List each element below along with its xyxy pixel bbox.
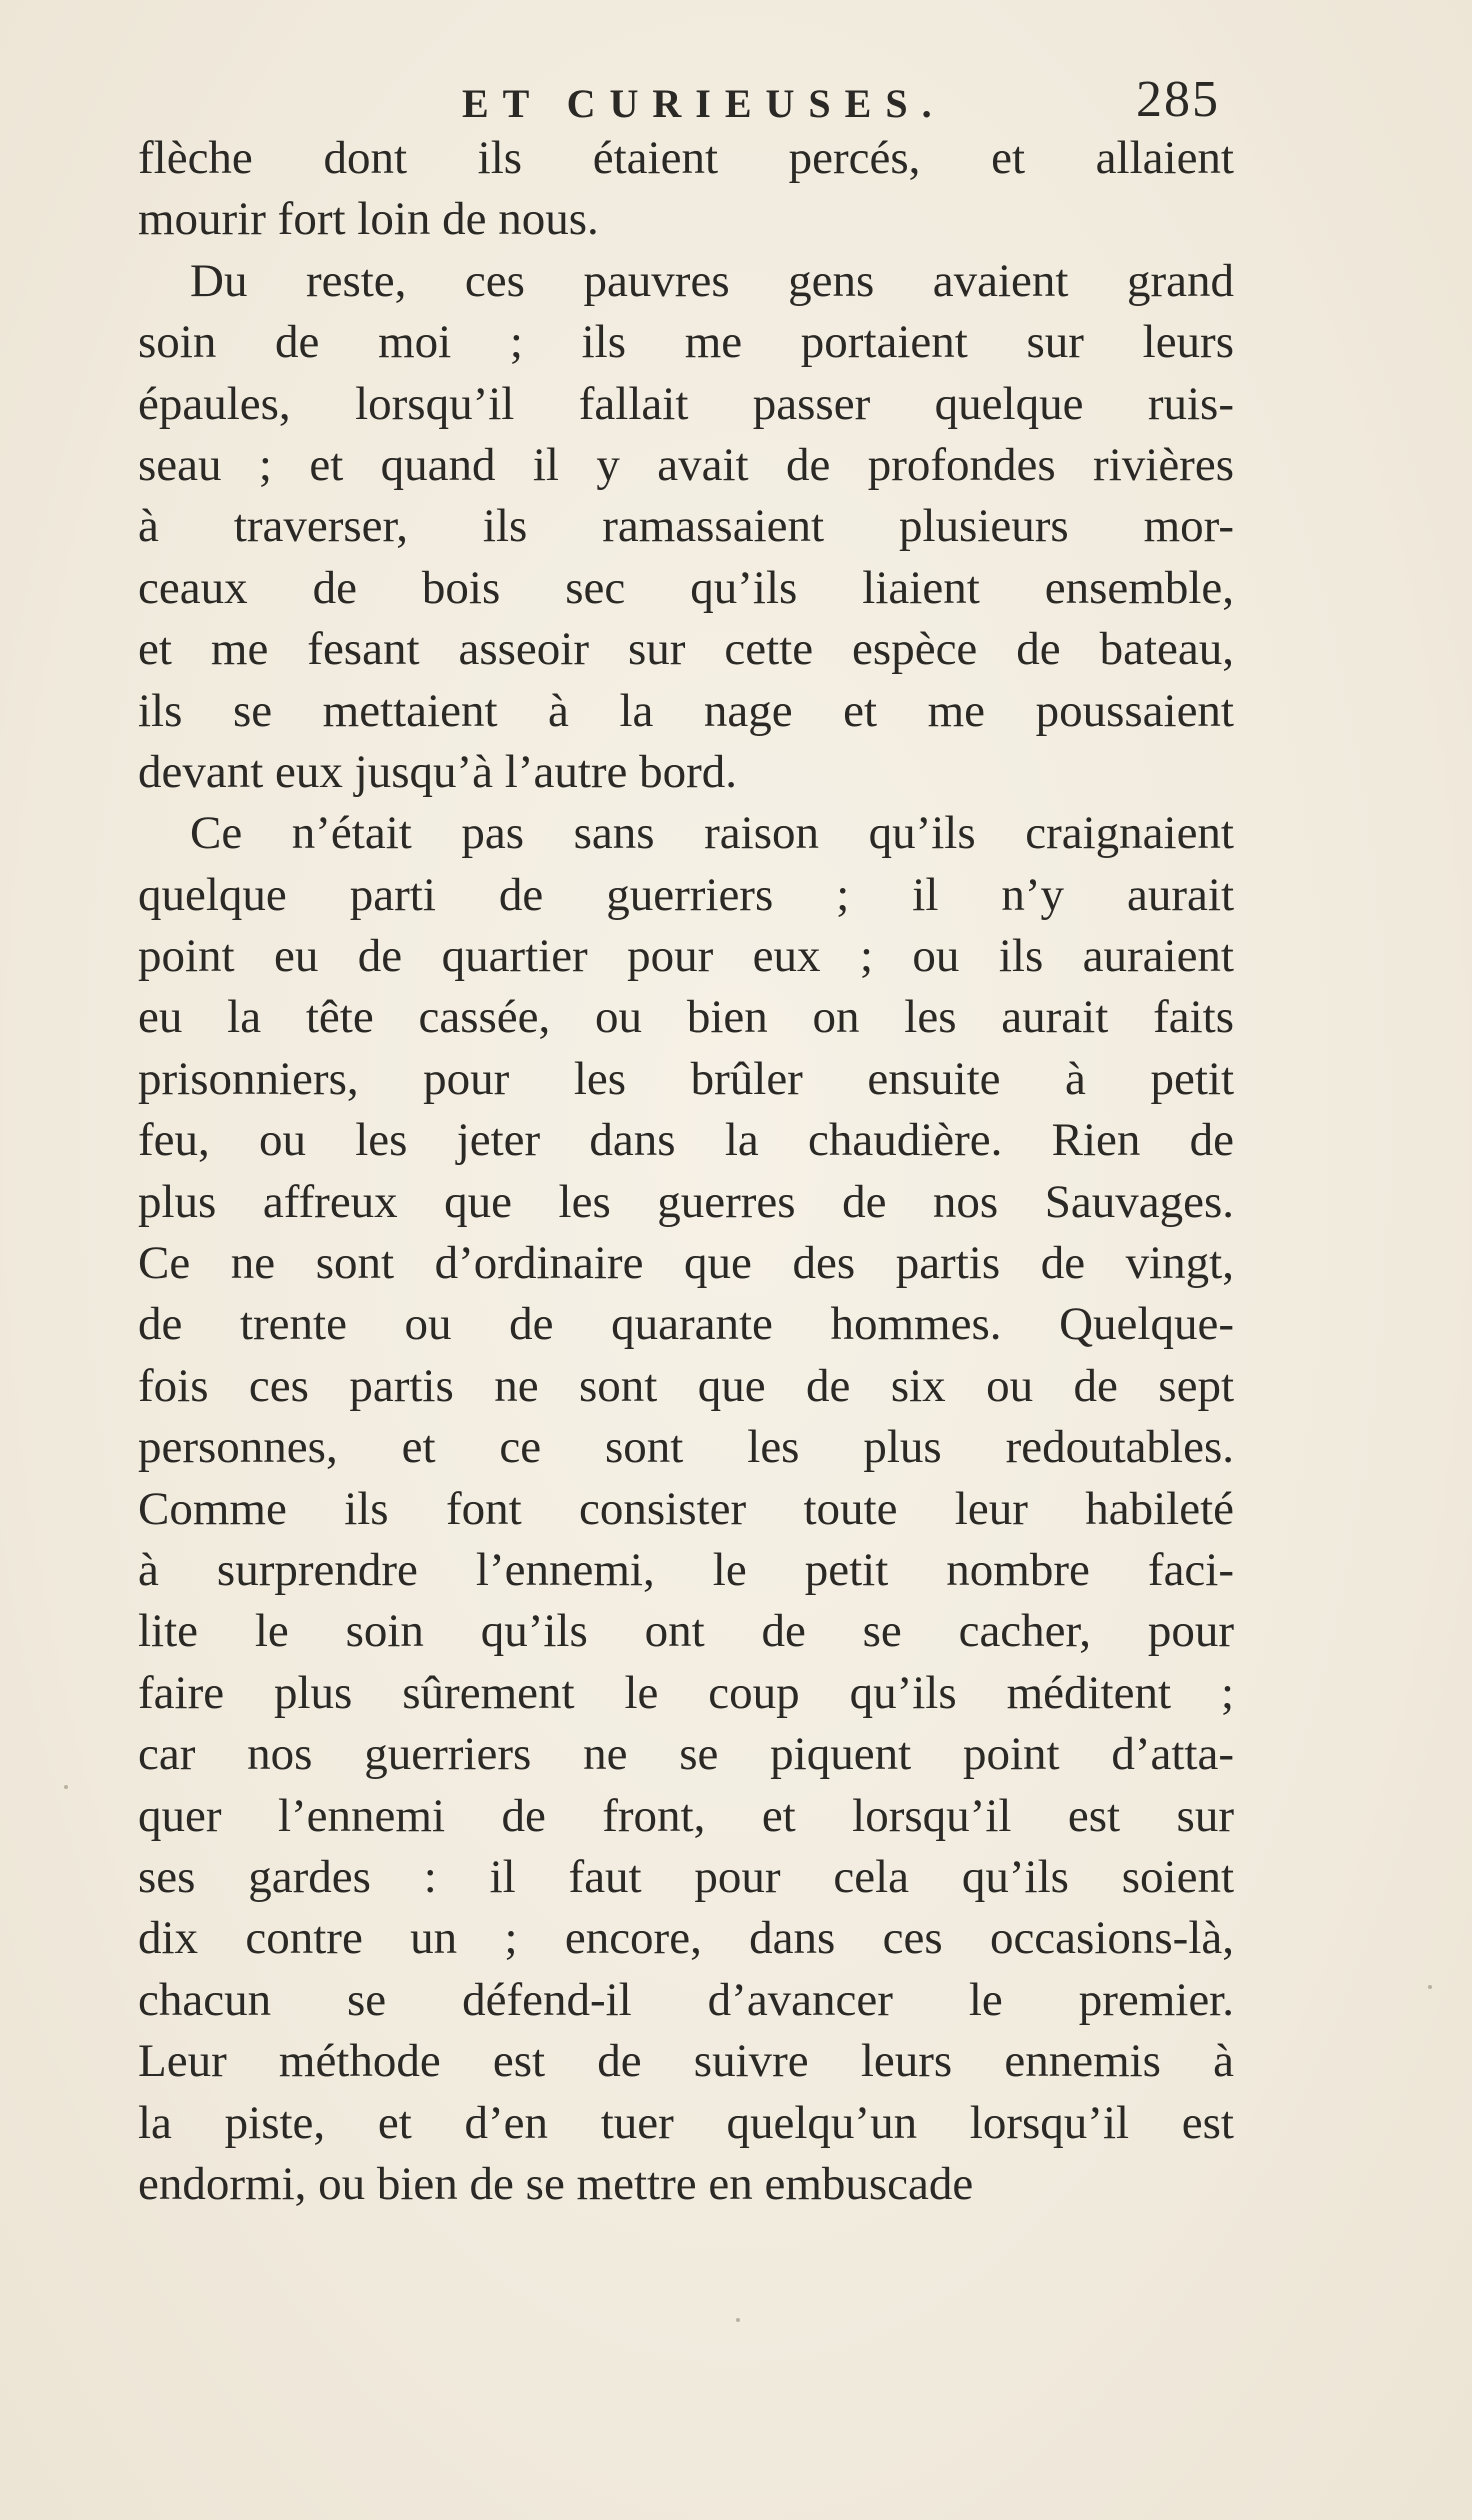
text-line: devant eux jusqu’à l’autre bord.: [138, 745, 738, 798]
text-line: dix contre un ; encore, dans ces occasions-là,: [138, 1912, 1234, 1965]
text-line: faire plus sûrement le coup qu’ils méditent ;: [138, 1666, 1234, 1719]
text-line: flèche dont ils étaient percés, et allaient: [138, 132, 1234, 184]
page-number: 285: [1136, 71, 1220, 128]
text-line: chacun se défend-il d’avancer le premier.: [138, 1973, 1234, 2026]
text-line: Ce ne sont d’ordinaire que des partis de vingt,: [138, 1237, 1234, 1290]
text-line: point eu de quartier pour eux ; ou ils auraient: [138, 930, 1234, 983]
paper-speck: [64, 1785, 68, 1789]
text-line: à surprendre l’ennemi, le petit nombre faci-: [138, 1543, 1234, 1596]
text-line: et me fesant asseoir sur cette espèce de bateau,: [138, 623, 1234, 676]
text-line: plus affreux que les guerres de nos Sauvages.: [138, 1175, 1234, 1228]
text-line: seau ; et quand il y avait de profondes rivières: [138, 438, 1234, 491]
text-line: eu la tête cassée, ou bien on les aurait faits: [138, 991, 1234, 1044]
text-line: feu, ou les jeter dans la chaudière. Rien de: [138, 1114, 1234, 1167]
text-line: car nos guerriers ne se piquent point d’atta-: [138, 1728, 1234, 1781]
text-line: endormi, ou bien de se mettre en embuscade: [138, 2157, 974, 2210]
text-line: prisonniers, pour les brûler ensuite à petit: [138, 1052, 1234, 1105]
text-line: Comme ils font consister toute leur habileté: [138, 1482, 1234, 1535]
text-line: quelque parti de guerriers ; il n’y aurait: [138, 868, 1234, 921]
running-head: [0, 71, 1472, 134]
text-line: ils se mettaient à la nage et me poussaient: [138, 684, 1234, 737]
text-line: personnes, et ce sont les plus redoutables.: [138, 1421, 1234, 1474]
text-line: quer l’ennemi de front, et lorsqu’il est sur: [138, 1789, 1234, 1842]
text-line-paragraph-start: Du reste, ces pauvres gens avaient grand: [190, 254, 1234, 307]
text-line: soin de moi ; ils me portaient sur leurs: [138, 316, 1234, 369]
body-text: [138, 128, 1234, 2215]
paper-speck: [736, 2318, 740, 2322]
text-line: lite le soin qu’ils ont de se cacher, pour: [138, 1605, 1234, 1658]
text-line: la piste, et d’en tuer quelqu’un lorsqu’il est: [138, 2096, 1234, 2149]
text-line: fois ces partis ne sont que de six ou de sept: [138, 1359, 1234, 1412]
text-line: épaules, lorsqu’il fallait passer quelque ruis-: [138, 377, 1234, 430]
text-line: à traverser, ils ramassaient plusieurs mor-: [138, 500, 1234, 553]
text-line: ses gardes : il faut pour cela qu’ils soient: [138, 1850, 1234, 1903]
text-line: mourir fort loin de nous.: [138, 193, 599, 246]
text-line: Leur méthode est de suivre leurs ennemis à: [138, 2035, 1234, 2088]
text-line: ceaux de bois sec qu’ils liaient ensemble,: [138, 561, 1234, 614]
text-line: de trente ou de quarante hommes. Quelque-: [138, 1298, 1234, 1351]
text-line-paragraph-start: Ce n’était pas sans raison qu’ils craignaient: [190, 807, 1234, 860]
running-title: ET CURIEUSES.: [462, 81, 946, 126]
paper-speck: [1428, 1985, 1432, 1989]
